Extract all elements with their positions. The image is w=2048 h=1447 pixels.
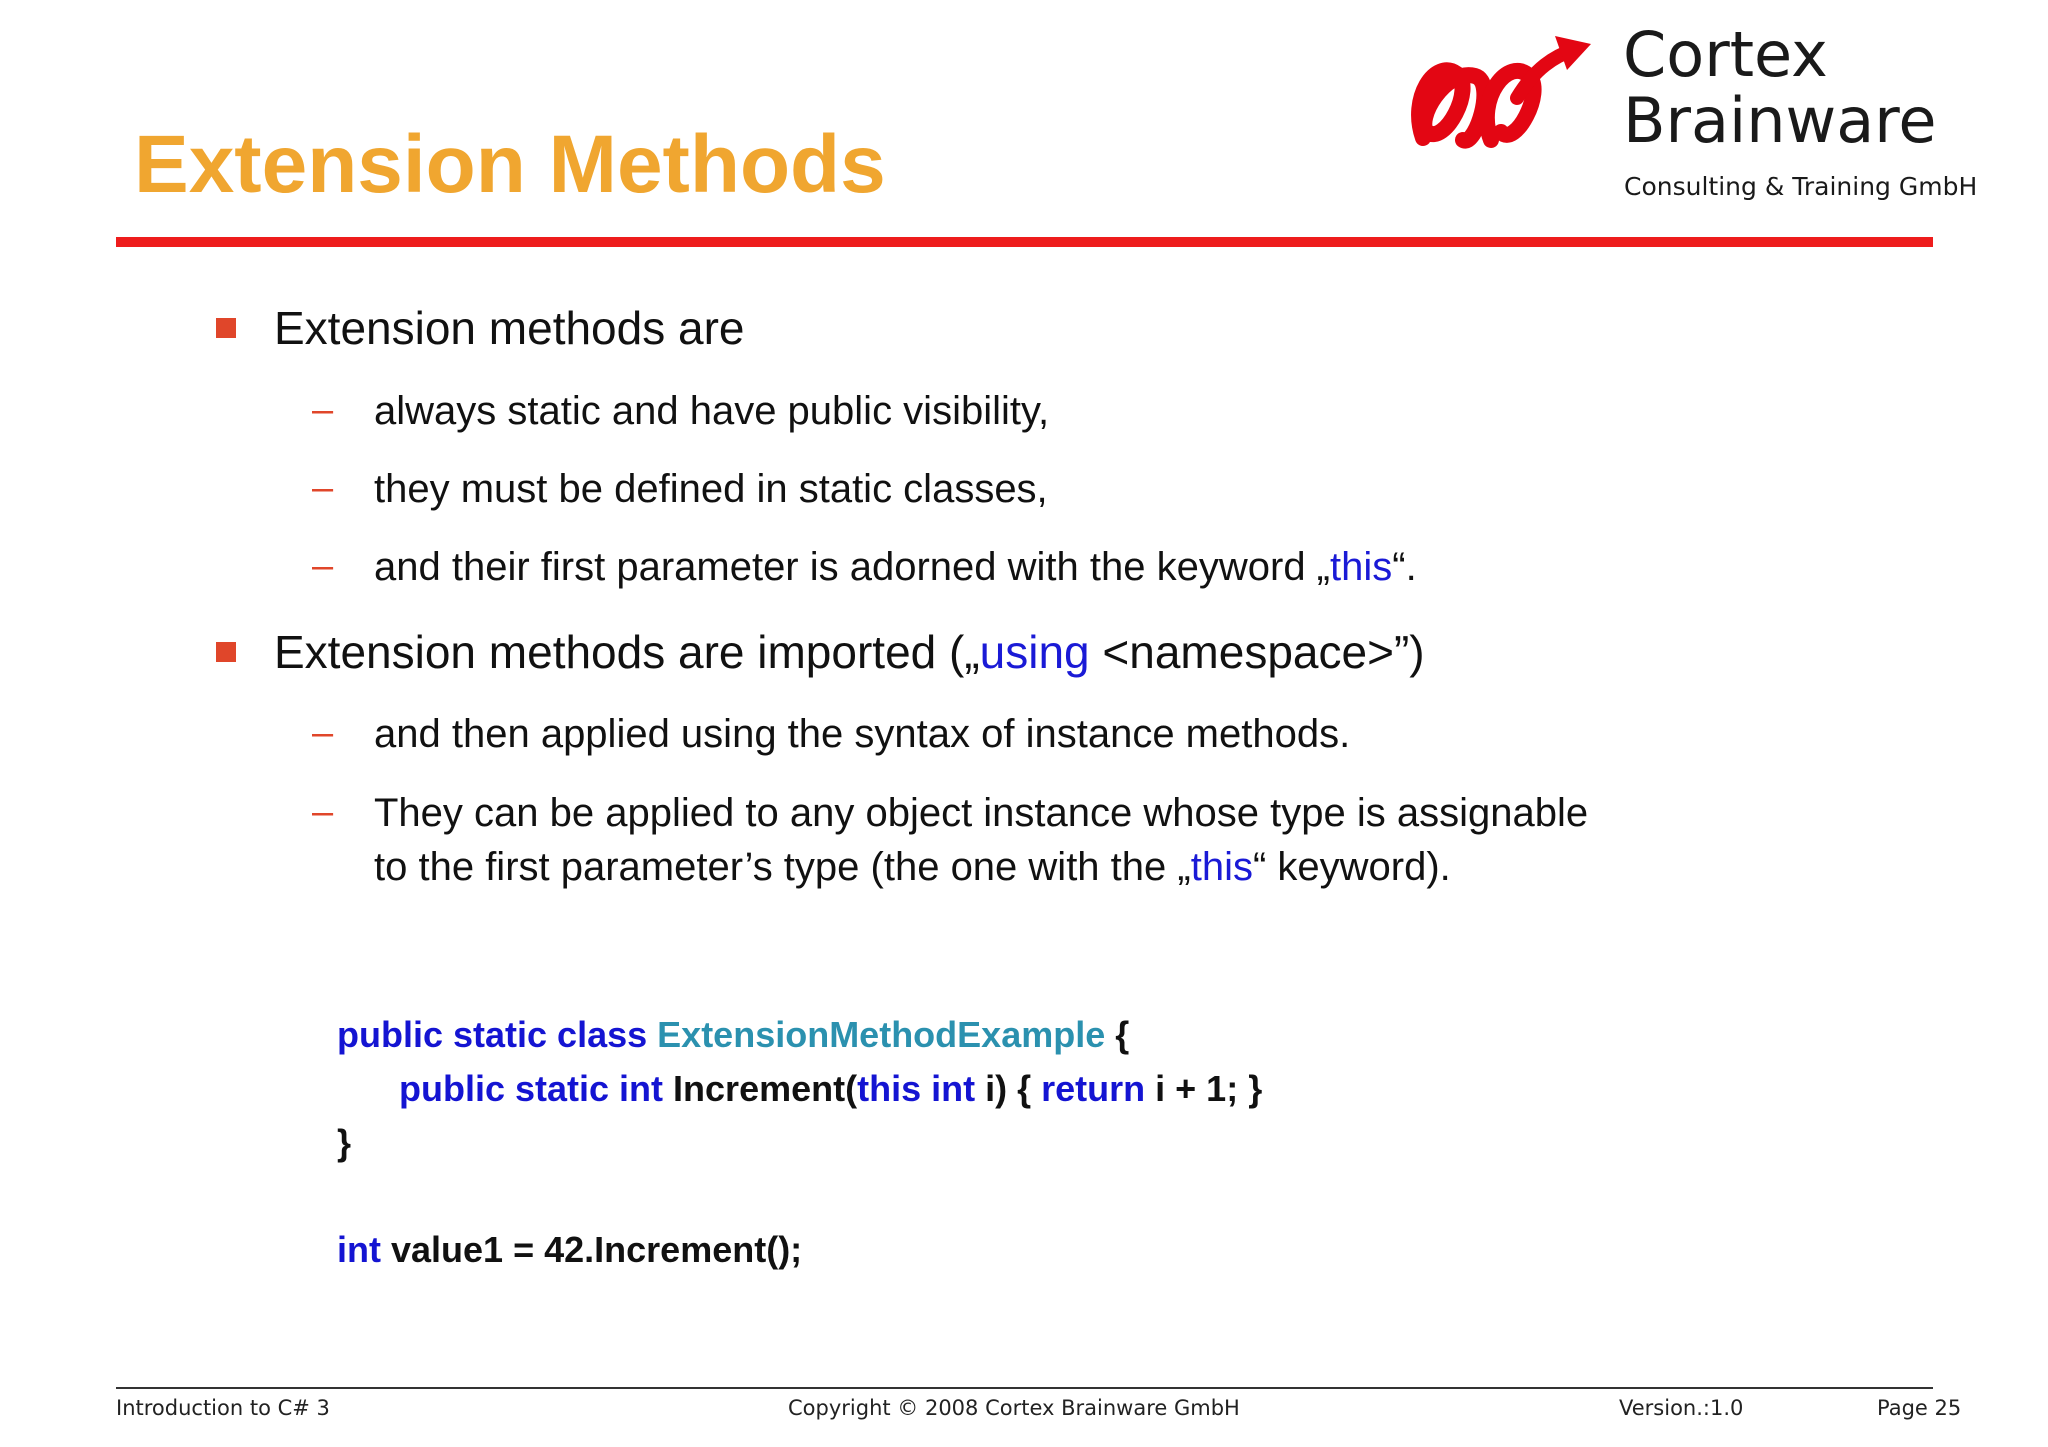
cortex-swirl-arrow-logo-icon [1405, 28, 1595, 158]
sub-bullet-text: they must be defined in static classes, [374, 467, 1048, 511]
keyword-this: this [1330, 545, 1393, 589]
sub-bullet-text: and their first parameter is adorned with the keyword „this“. [374, 545, 1417, 589]
keyword-this: this [1190, 845, 1253, 889]
dash-marker-icon: – [312, 545, 334, 587]
code-line: } [337, 1122, 352, 1163]
footer-version: Version.:1.0 [1619, 1396, 1744, 1420]
logo-text-cortex: Cortex [1623, 18, 1828, 91]
dash-marker-icon: – [312, 389, 334, 431]
dash-marker-icon: – [312, 791, 334, 833]
bullet-square-icon [216, 642, 236, 662]
footer-divider [116, 1387, 1933, 1389]
dash-marker-icon: – [312, 712, 334, 754]
code-line: public static class ExtensionMethodExample { [337, 1014, 1130, 1055]
company-logo [1405, 18, 1978, 218]
dash-marker-icon: – [312, 467, 334, 509]
title-divider [116, 237, 1933, 247]
slide-title: Extension Methods [134, 119, 886, 210]
keyword-using: using [979, 626, 1090, 678]
code-line: public static int Increment(this int i) { return i + 1; } [399, 1068, 1263, 1109]
code-line: int value1 = 42.Increment(); [337, 1229, 803, 1270]
logo-text-brainware: Brainware [1623, 84, 1937, 157]
footer-course: Introduction to C# 3 [116, 1396, 330, 1420]
bullet-text: Extension methods are [274, 302, 745, 354]
sub-bullet-text: and then applied using the syntax of instance methods. [374, 712, 1351, 756]
logo-subtitle: Consulting & Training GmbH [1624, 172, 1978, 201]
sub-bullet-text-continued: to the first parameter’s type (the one with the „this“ keyword). [374, 845, 1451, 889]
footer-copyright: Copyright © 2008 Cortex Brainware GmbH [788, 1396, 1240, 1420]
sub-bullet-text: always static and have public visibility, [374, 389, 1050, 433]
footer-page-number: Page 25 [1877, 1396, 1962, 1420]
bullet-square-icon [216, 318, 236, 338]
bullet-text: Extension methods are imported („using <namespace>”) [274, 626, 1425, 678]
sub-bullet-text: They can be applied to any object instance whose type is assignable [374, 791, 1589, 835]
